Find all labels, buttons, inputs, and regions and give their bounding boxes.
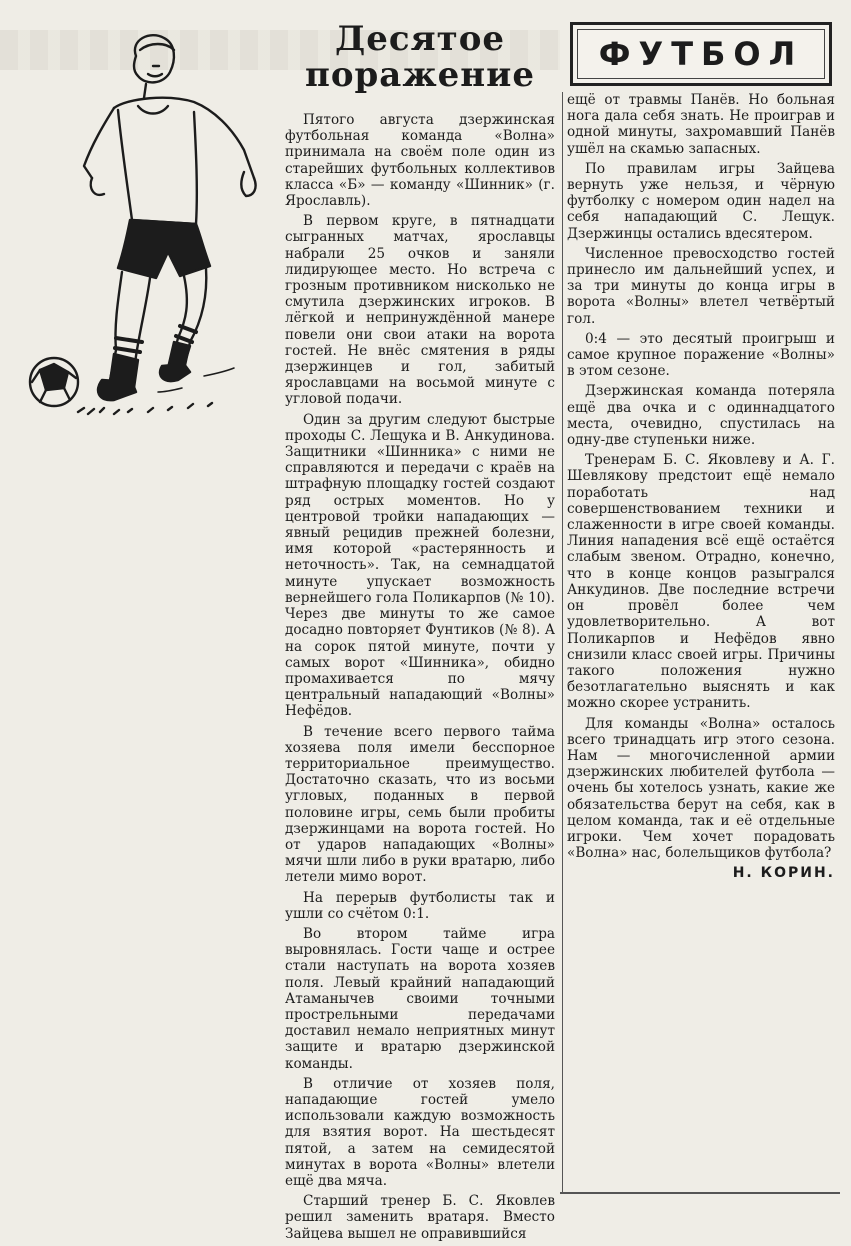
article-column-right xyxy=(567,92,835,886)
article-column-middle xyxy=(285,112,555,1246)
paragraph: Численное превосходство гостей принесло им дальнейший успех, и за три минуты до конца игры в ворота «Волны» влетел четвёртый гол. xyxy=(567,245,835,327)
paragraph: Во втором тайме игра выровнялась. Гости чаще и острее стали наступать на ворота хозяев поля. Левый крайний нападающий Атаманычев своими точными прострельными передачами доставил немало неприятных минут защите и вратарю дзержинской команды. xyxy=(285,925,555,1072)
headline-line-1: Десятое xyxy=(334,19,506,59)
paragraph: 0:4 — это десятый проигрыш и самое крупное поражение «Волны» в этом сезоне. xyxy=(567,330,835,380)
paragraph: Старший тренер Б. С. Яковлев решил заменить вратаря. Вместо Зайцева вышел не оправившийся xyxy=(285,1193,555,1242)
bottom-rule xyxy=(560,1192,840,1194)
paragraph: Пятого августа дзержинская футбольная команда «Волна» принимала на своём поле один из старейших футбольных коллективов класса «Б» — команду «Шинник» (г. Ярославль). xyxy=(285,112,555,210)
paragraph: На перерыв футболисты так и ушли со счётом 0:1. xyxy=(285,889,555,922)
author-signature: Н. КОРИН. xyxy=(732,865,835,882)
headline xyxy=(285,19,555,95)
rubric-box: ФУТБОЛ xyxy=(570,22,832,86)
paragraph: В отличие от хозяев поля, нападающие гостей умело использовали каждую возможность для взятия ворот. На шестьдесят пятой, а затем на семидесятой минутах в ворота «Волны» влетели ещё два мяча. xyxy=(285,1075,555,1189)
paragraph: В течение всего первого тайма хозяева поля имели бесспорное территориальное преимущество. Достаточно сказать, что из восьми угловых, поданных в первой половине игры, семь были пробиты дзержинцами на ворота гостей. Но от ударов нападающих «Волны» мячи шли либо в руки вратарю, либо летели мимо ворот. xyxy=(285,723,555,886)
paragraph: По правилам игры Зайцева вернуть уже нельзя, и чёрную футболку с номером один надел на себя нападающий С. Лещук. Дзержинцы остались вдесятером. xyxy=(567,160,835,242)
column-divider xyxy=(562,92,563,1192)
paragraph: Для команды «Волна» осталось всего тринадцать игр этого сезона. Нам — многочисленной армии дзержинских любителей футбола — очень бы хотелось узнать, какие же обязательства берут на себя, как в целом команда, так и её отдельные игроки. Чем хочет порадовать «Волна» нас, болельщиков футбола? xyxy=(567,715,835,862)
headline-line-2: поражение xyxy=(304,54,536,95)
footballer-illustration-icon xyxy=(18,20,268,430)
paragraph: ещё от травмы Панёв. Но больная нога дала себя знать. Не проиграв и одной минуты, захромавший Панёв ушёл на скамью запасных. xyxy=(567,92,835,157)
paragraph: Тренерам Б. С. Яковлеву и А. Г. Шевлякову предстоит ещё немало поработать над совершенствованием техники и слаженности в игре своей команды. Линия нападения всё ещё остаётся слабым звеном. Отрадно, конечно, что в конце концов разыгрался Анкудинов. Две последние встречи он провёл более чем удовлетворительно. А вот Поликарпов и Нефёдов явно снизили класс своей игры. Причины такого положения нужно безотлагательно выяснять и как можно скорее устранить. xyxy=(567,452,835,712)
paragraph: В первом круге, в пятнадцати сыгранных матчах, ярославцы набрали 25 очков и заняли лидирующее место. Но встреча с грозным противником нисколько не смутила дзержинских игроков. В лёгкой и непринуждённой манере повели они свои атаки на ворота гостей. Не внёс смятения в ряды дзержинцев и гол, забитый ярославцами на восьмой минуте с угловой подачи. xyxy=(285,213,555,408)
paragraph: Дзержинская команда потеряла ещё два очка и с одиннадцатого места, очевидно, спустилась на одну-две ступеньки ниже. xyxy=(567,383,835,449)
paragraph: Один за другим следуют быстрые проходы С. Лещука и В. Анкудинова. Защитники «Шинника» с ними не справляются и передачи с краёв на штрафную площадку гостей создают ряд острых моментов. Но у центровой тройки нападающих — явный рецидив прежней болезни, имя которой «растерянность и неточность». Так, на семнадцатой минуте упускает возможность вернейшего гола Поликарпов (№ 10). Через две минуты то же самое досадно повторяет Фунтиков (№ 8). А на сорок пятой минуте, почти у самых ворот «Шинника», обидно промахивается по мячу центральный нападающий «Волны» Нефёдов. xyxy=(285,411,555,720)
